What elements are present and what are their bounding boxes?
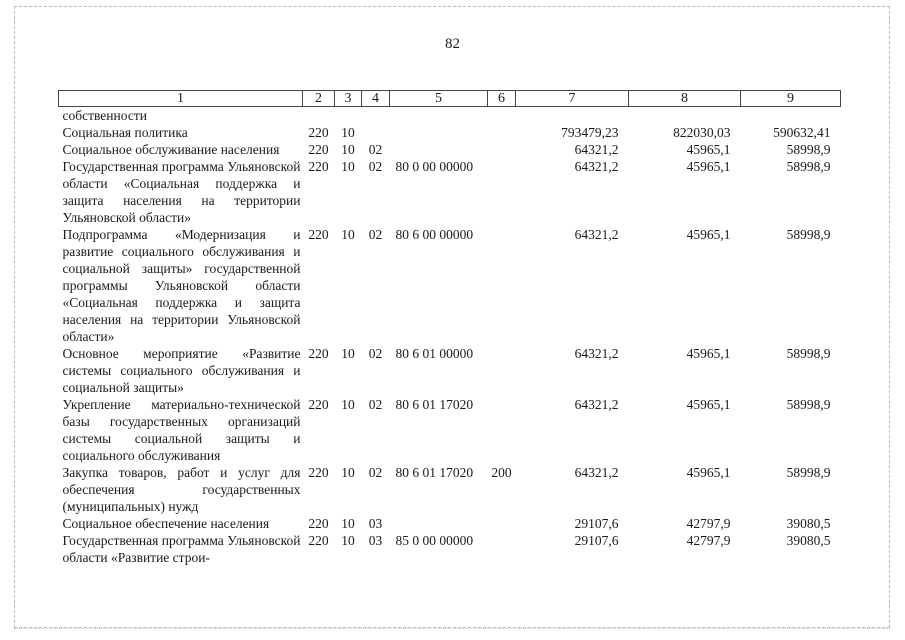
row-c5: 85 0 00 00000 (395, 533, 474, 548)
row-c9: 58998,9 (786, 465, 831, 480)
row-c8: 42797,9 (686, 533, 731, 548)
row-c5 (390, 107, 488, 125)
row-c5 (390, 124, 488, 141)
row-c6 (488, 396, 516, 464)
row-c9: 58998,9 (786, 159, 831, 174)
row-c8: 45965,1 (686, 159, 731, 174)
row-c7: 64321,2 (574, 397, 619, 412)
row-c3: 10 (341, 159, 355, 174)
row-c8: 45965,1 (686, 227, 731, 242)
table-row (59, 226, 841, 345)
table-body (59, 107, 841, 567)
row-c2: 220 (308, 465, 329, 480)
table-row (59, 532, 841, 566)
row-c4: 02 (368, 159, 383, 174)
row-name: Укрепление материально-технической базы государственных организаций системы социальной защиты и социального обслуживания (62, 397, 301, 463)
table-row (59, 158, 841, 226)
row-c5: 80 6 01 17020 (395, 397, 474, 412)
row-c2: 220 (308, 159, 329, 174)
table-row (59, 124, 841, 141)
row-c3: 10 (341, 397, 355, 412)
table-row (59, 396, 841, 464)
row-name: Закупка товаров, работ и услуг для обеспечения государственных (муниципальных) нужд (62, 465, 301, 514)
row-c8 (629, 107, 741, 125)
table-row (59, 345, 841, 396)
header-row (59, 91, 841, 107)
row-c5 (390, 141, 488, 158)
row-c7: 29107,6 (574, 516, 619, 531)
row-c5: 80 6 01 17020 (395, 465, 474, 480)
table-row (59, 107, 841, 125)
row-name: Государственная программа Ульяновской области «Развитие строи- (62, 533, 301, 565)
row-c7: 64321,2 (574, 465, 619, 480)
row-c8: 45965,1 (686, 397, 731, 412)
row-c6 (488, 532, 516, 566)
row-c8: 45965,1 (686, 142, 731, 157)
table-row (59, 515, 841, 532)
page-number: 82 (445, 36, 460, 52)
row-c4 (362, 107, 390, 125)
row-c9: 590632,41 (773, 125, 831, 140)
row-c9: 39080,5 (786, 533, 831, 548)
header-col-6: 6 (488, 91, 516, 107)
row-c2: 220 (308, 397, 329, 412)
row-name: Государственная программа Ульяновской области «Социальная поддержка и защита населения на территории Ульяновской области» (62, 159, 301, 225)
row-c3: 10 (341, 125, 355, 140)
table-row (59, 141, 841, 158)
row-c7: 29107,6 (574, 533, 619, 548)
row-c8: 45965,1 (686, 465, 731, 480)
row-c9: 58998,9 (786, 397, 831, 412)
row-c6 (488, 515, 516, 532)
row-c6 (488, 158, 516, 226)
header-col-5: 5 (390, 91, 488, 107)
row-c7: 64321,2 (574, 159, 619, 174)
row-c2: 220 (308, 533, 329, 548)
row-c8: 45965,1 (686, 346, 731, 361)
row-c3: 10 (341, 516, 355, 531)
row-c9: 39080,5 (786, 516, 831, 531)
row-c5: 80 6 01 00000 (395, 346, 474, 361)
row-c4: 02 (368, 465, 383, 480)
row-name: Социальное обслуживание населения (62, 142, 280, 157)
row-c8: 822030,03 (673, 125, 731, 140)
row-c2: 220 (308, 125, 329, 140)
row-c9: 58998,9 (786, 227, 831, 242)
row-c7: 64321,2 (574, 346, 619, 361)
row-c7: 64321,2 (574, 227, 619, 242)
row-c4: 02 (368, 142, 383, 157)
row-name: собственности (62, 108, 147, 123)
row-c4: 02 (368, 227, 383, 242)
row-c6 (488, 141, 516, 158)
row-name: Социальная политика (62, 125, 188, 140)
header-col-8: 8 (629, 91, 741, 107)
row-c4: 02 (368, 397, 383, 412)
row-name: Основное мероприятие «Развитие системы социального обслуживания и социальной защиты» (62, 346, 301, 395)
row-c4 (362, 124, 390, 141)
row-c4: 02 (368, 346, 383, 361)
header-col-2: 2 (303, 91, 335, 107)
row-c2: 220 (308, 142, 329, 157)
row-c3 (335, 107, 362, 125)
row-c6: 200 (491, 465, 512, 480)
header-col-1: 1 (59, 91, 303, 107)
row-c2 (303, 107, 335, 125)
row-c2: 220 (308, 516, 329, 531)
row-c9 (741, 107, 841, 125)
header-col-7: 7 (516, 91, 629, 107)
row-name: Социальное обеспечение населения (62, 516, 270, 531)
row-c2: 220 (308, 346, 329, 361)
scan-edge (14, 628, 890, 631)
row-c5: 80 0 00 00000 (395, 159, 474, 174)
row-c3: 10 (341, 227, 355, 242)
header-col-3: 3 (335, 91, 362, 107)
row-c9: 58998,9 (786, 142, 831, 157)
table-row (59, 464, 841, 515)
row-c5 (390, 515, 488, 532)
row-c7: 64321,2 (574, 142, 619, 157)
row-c5: 80 6 00 00000 (395, 227, 474, 242)
row-c3: 10 (341, 465, 355, 480)
row-c6 (488, 124, 516, 141)
row-c6 (488, 107, 516, 125)
header-col-4: 4 (362, 91, 390, 107)
budget-table (58, 90, 841, 566)
row-name: Подпрограмма «Модернизация и развитие социального обслуживания и социальной защиты» государственной программы Ульяновской области «Социальная поддержка и защита населения на территории Ульяновской области» (62, 227, 301, 344)
row-c6 (488, 345, 516, 396)
row-c4: 03 (368, 533, 383, 548)
row-c3: 10 (341, 142, 355, 157)
row-c3: 10 (341, 346, 355, 361)
row-c3: 10 (341, 533, 355, 548)
row-c2: 220 (308, 227, 329, 242)
header-col-9: 9 (741, 91, 841, 107)
row-c9: 58998,9 (786, 346, 831, 361)
row-c7: 793479,23 (561, 125, 619, 140)
row-c8: 42797,9 (686, 516, 731, 531)
row-c7 (516, 107, 629, 125)
row-c4: 03 (368, 516, 383, 531)
row-c6 (488, 226, 516, 345)
